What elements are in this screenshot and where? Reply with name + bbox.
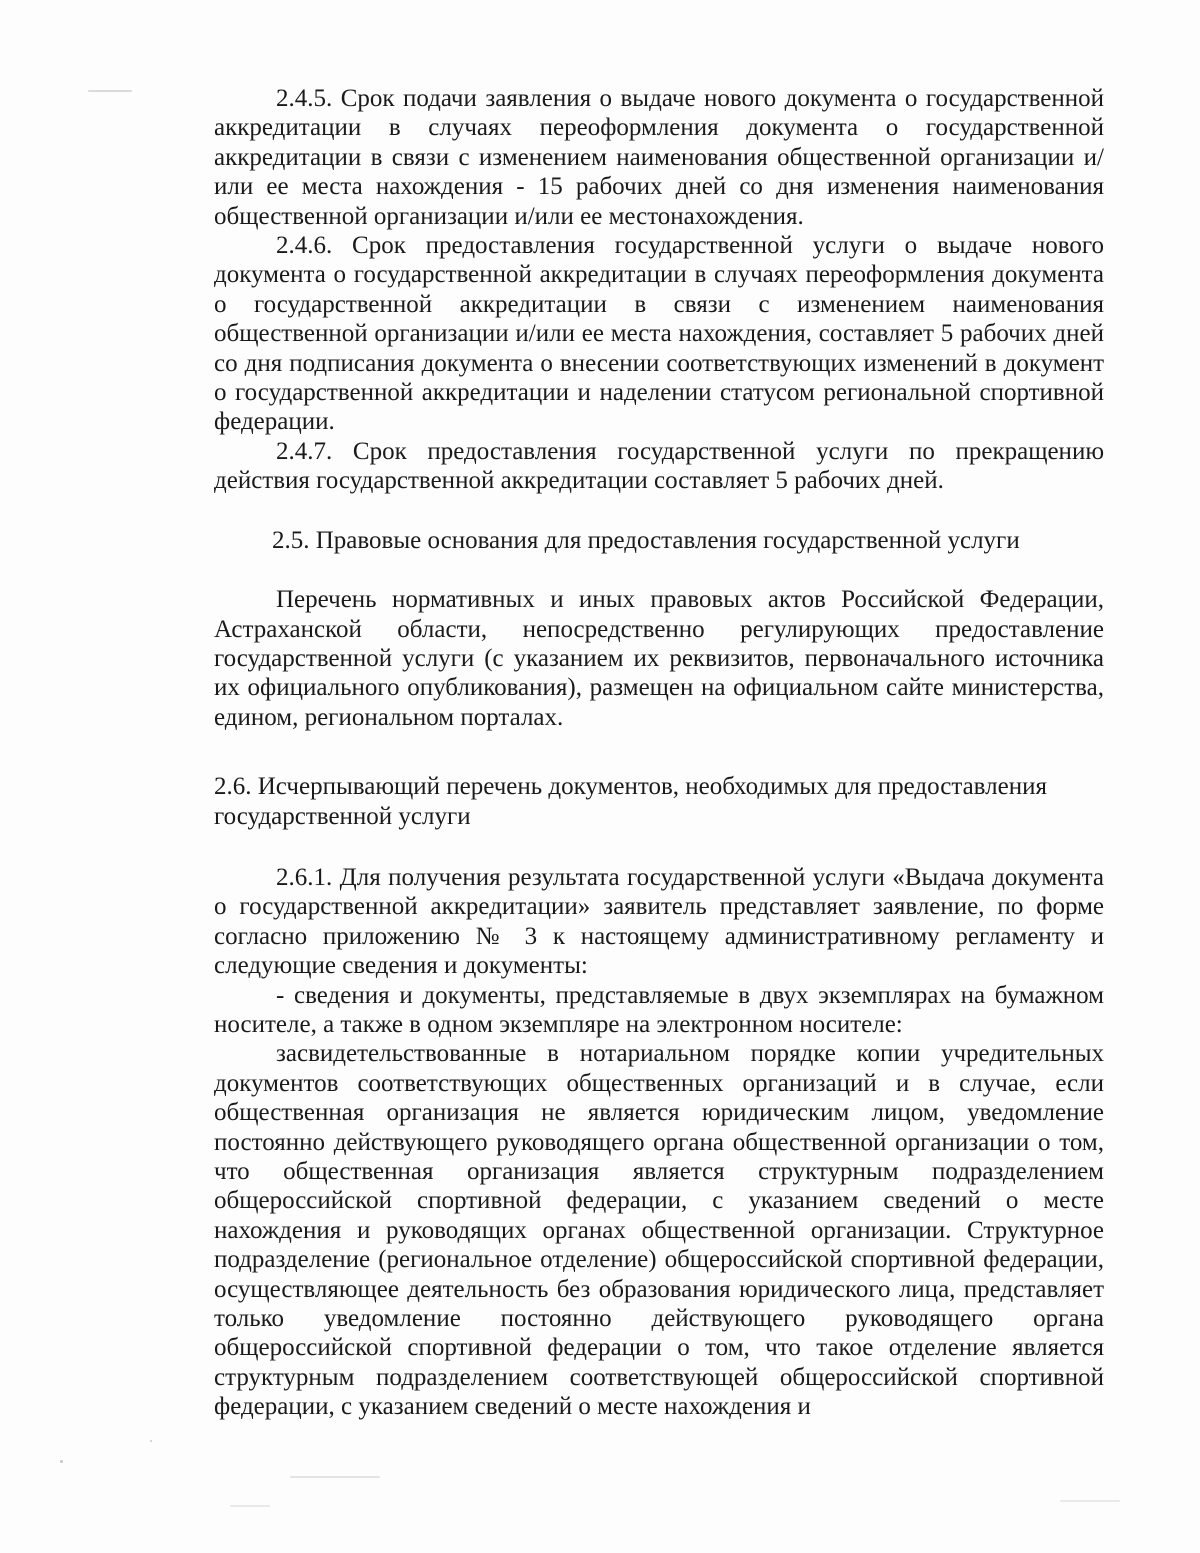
section-heading-2-6-line2: государственной услуги <box>214 802 471 830</box>
scan-noise <box>1060 1500 1120 1502</box>
paragraph-2-6-1: 2.6.1. Для получения результата государственной услуги «Выдача документа о государственной аккредитации» заявитель представляет заявление, по форме согласно приложению № 3 к настоящему административному регламенту и следующие сведения и документы: <box>214 863 1104 980</box>
paragraph-legal-acts: Перечень нормативных и иных правовых актов Российской Федерации, Астраханской области, непосредственно регулирующих предоставление государственной услуги (с указанием их реквизитов, первоначального источника их официального опубликования), размещен на официальном сайте министерства, едином, региональном порталах. <box>214 586 1104 731</box>
paragraph-2-4-6: 2.4.6. Срок предоставления государственной услуги о выдаче нового документа о государственной аккредитации в случаях переоформления документа о государственной аккредитации в связи с изменением наименования общественной организации и/или ее места нахождения, составляет 5 рабочих дней со дня подписания документа о внесении соответствующих изменений в документ о государственной аккредитации и наделении статусом региональной спортивной федерации. <box>214 232 1104 436</box>
paragraph-2-4-5: 2.4.5. Срок подачи заявления о выдаче нового документа о государственной аккредитации в случаях переоформления документа о государственной аккредитации в связи с изменением наименования общественной организации и/или ее места нахождения - 15 рабочих дней со дня изменения наименования общественной организации и/или ее местонахождения. <box>214 85 1104 230</box>
document-body <box>214 84 1104 1422</box>
section-heading-2-5: 2.5. Правовые основания для предоставления государственной услуги <box>272 526 1020 554</box>
scan-noise <box>60 1460 63 1463</box>
scan-noise <box>150 1440 152 1442</box>
scan-noise <box>88 90 132 92</box>
scan-noise <box>230 1505 270 1507</box>
paragraph-2-4-7: 2.4.7. Срок предоставления государственной услуги по прекращению действия государственной аккредитации составляет 5 рабочих дней. <box>214 437 1104 495</box>
paragraph-notarized-copies: засвидетельствованные в нотариальном порядке копии учредительных документов соответствующих общественных организаций и в случае, если общественная организация не является юридическим лицом, уведомление постоянно действующего руководящего органа общественной организации о том, что общественная организация является структурным подразделением общероссийской спортивной федерации, с указанием сведений о месте нахождения и руководящих органах общественной организации. Структурное подразделение (региональное отделение) общероссийской спортивной федерации, осуществляющее деятельность без образования юридического лица, представляет только уведомление постоянно действующего руководящего органа общероссийской спортивной федерации о том, что такое отделение является структурным подразделением соответствующей общероссийской спортивной федерации, с указанием сведений о месте нахождения и <box>214 1040 1104 1421</box>
scan-noise <box>290 1476 380 1478</box>
paragraph-bullet-documents: - сведения и документы, представляемые в двух экземплярах на бумажном носителе, а также в одном экземпляре на электронном носителе: <box>214 981 1104 1038</box>
section-heading-2-6-line1: 2.6. Исчерпывающий перечень документов, необходимых для предоставления <box>214 773 1047 801</box>
